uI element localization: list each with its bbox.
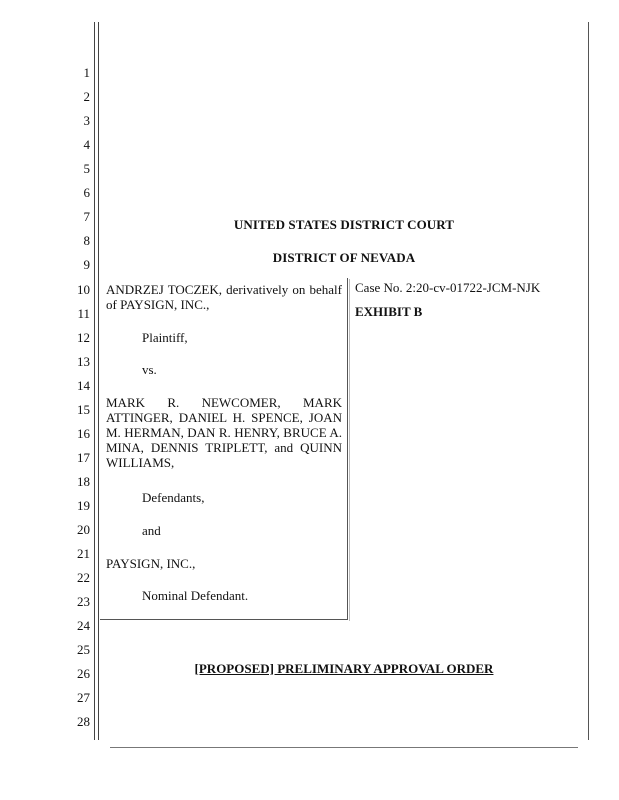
and-label: and [142, 523, 161, 538]
plaintiff-name: ANDRZEJ TOCZEK, derivatively on behalf of PAYSIGN, INC., [106, 282, 342, 312]
left-margin-rule-inner [98, 22, 99, 740]
court-district: DISTRICT OF NEVADA [272, 250, 416, 265]
line-number: 14 [77, 378, 90, 393]
caption-bottom-rule [100, 619, 348, 620]
line-number: 10 [77, 282, 90, 297]
line-number: 11 [77, 306, 90, 321]
line-number: 28 [77, 714, 90, 729]
line-number: 3 [83, 113, 90, 128]
line-number: 7 [83, 209, 90, 224]
line-number: 13 [77, 354, 90, 369]
line-number: 27 [77, 690, 90, 705]
document-title: [PROPOSED] PRELIMINARY APPROVAL ORDER [194, 661, 494, 676]
versus-label: vs. [142, 362, 157, 377]
line-number: 9 [83, 257, 90, 272]
line-number: 16 [77, 426, 90, 441]
exhibit-label: EXHIBIT B [355, 304, 423, 319]
caption-parties-box [100, 278, 348, 619]
line-number: 19 [77, 498, 90, 513]
plaintiff-label: Plaintiff, [142, 330, 188, 345]
line-number: 18 [77, 474, 90, 489]
line-number: 8 [83, 233, 90, 248]
case-number: Case No. 2:20-cv-01722-JCM-NJK [355, 280, 541, 295]
nominal-defendant-name: PAYSIGN, INC., [106, 556, 196, 571]
line-number: 23 [77, 594, 90, 609]
left-margin-rule-outer [94, 22, 95, 740]
line-number: 17 [77, 450, 90, 465]
caption-vertical-rule [347, 278, 348, 620]
footer-rule [110, 747, 578, 748]
right-margin-rule [588, 22, 589, 740]
line-number: 12 [77, 330, 90, 345]
line-number: 21 [77, 546, 90, 561]
line-number: 4 [83, 137, 90, 152]
line-number: 20 [77, 522, 90, 537]
defendants-label: Defendants, [142, 490, 205, 505]
line-number: 15 [77, 402, 90, 417]
line-number: 6 [83, 185, 90, 200]
line-number: 2 [83, 89, 90, 104]
nominal-defendant-label: Nominal Defendant. [142, 588, 249, 603]
line-number: 1 [83, 65, 90, 80]
defendants-names: MARK R. NEWCOMER, MARK ATTINGER, DANIEL H. SPENCE, JOAN M. HERMAN, DAN R. HENRY, BRUCE A. MINA, DENNIS TRIPLETT, and QUINN WILLIAMS, [106, 395, 342, 470]
line-number: 24 [77, 618, 90, 633]
line-number: 26 [77, 666, 90, 681]
caption-vertical-shadow [349, 279, 350, 621]
line-numbers [70, 0, 90, 800]
line-number: 25 [77, 642, 90, 657]
court-name: UNITED STATES DISTRICT COURT [233, 217, 455, 232]
line-number: 22 [77, 570, 90, 585]
line-number: 5 [83, 161, 90, 176]
